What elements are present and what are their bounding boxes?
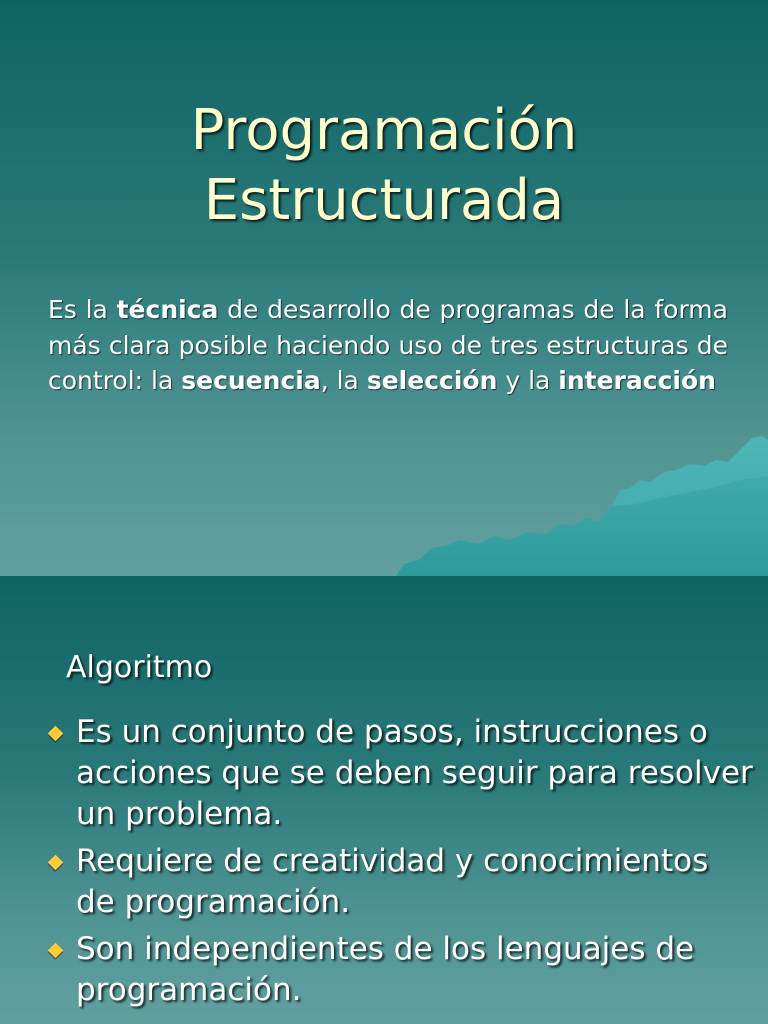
bullet-text: Es un conjunto de pasos, instrucciones o acciones que se deben seguir para resolver un problema. bbox=[76, 714, 753, 832]
slide-title-heading bbox=[0, 96, 768, 236]
definition-text-2: de desarrollo de programas de la forma más clara posible haciendo uso de tres estructuras de control: la bbox=[48, 295, 728, 395]
term-tecnica: técnica bbox=[116, 295, 219, 324]
bullet-text: Son independientes de los lenguajes de programación. bbox=[76, 931, 695, 1008]
slide-algoritmo bbox=[0, 576, 768, 1024]
term-interaccion: interacción bbox=[558, 366, 716, 395]
list-item bbox=[44, 841, 756, 923]
list-item bbox=[44, 929, 756, 1011]
title-line-1: Programación bbox=[190, 98, 578, 163]
term-secuencia: secuencia bbox=[181, 366, 321, 395]
slide-subtitle: Algoritmo bbox=[66, 650, 213, 685]
diamond-bullet-icon bbox=[48, 726, 64, 742]
definition-text-3: , la bbox=[320, 366, 367, 395]
definition-text-4: y la bbox=[497, 366, 559, 395]
definition-paragraph bbox=[48, 292, 728, 399]
bullet-list bbox=[44, 712, 756, 1017]
diamond-bullet-icon bbox=[48, 943, 64, 959]
bullet-text: Requiere de creatividad y conocimientos de programación. bbox=[76, 843, 709, 920]
list-item bbox=[44, 712, 756, 835]
mountain-silhouette-icon bbox=[0, 436, 768, 576]
diamond-bullet-icon bbox=[48, 855, 64, 871]
definition-text-1: Es la bbox=[48, 295, 117, 324]
title-line-2: Estructurada bbox=[203, 168, 565, 233]
term-seleccion: selección bbox=[366, 366, 498, 395]
